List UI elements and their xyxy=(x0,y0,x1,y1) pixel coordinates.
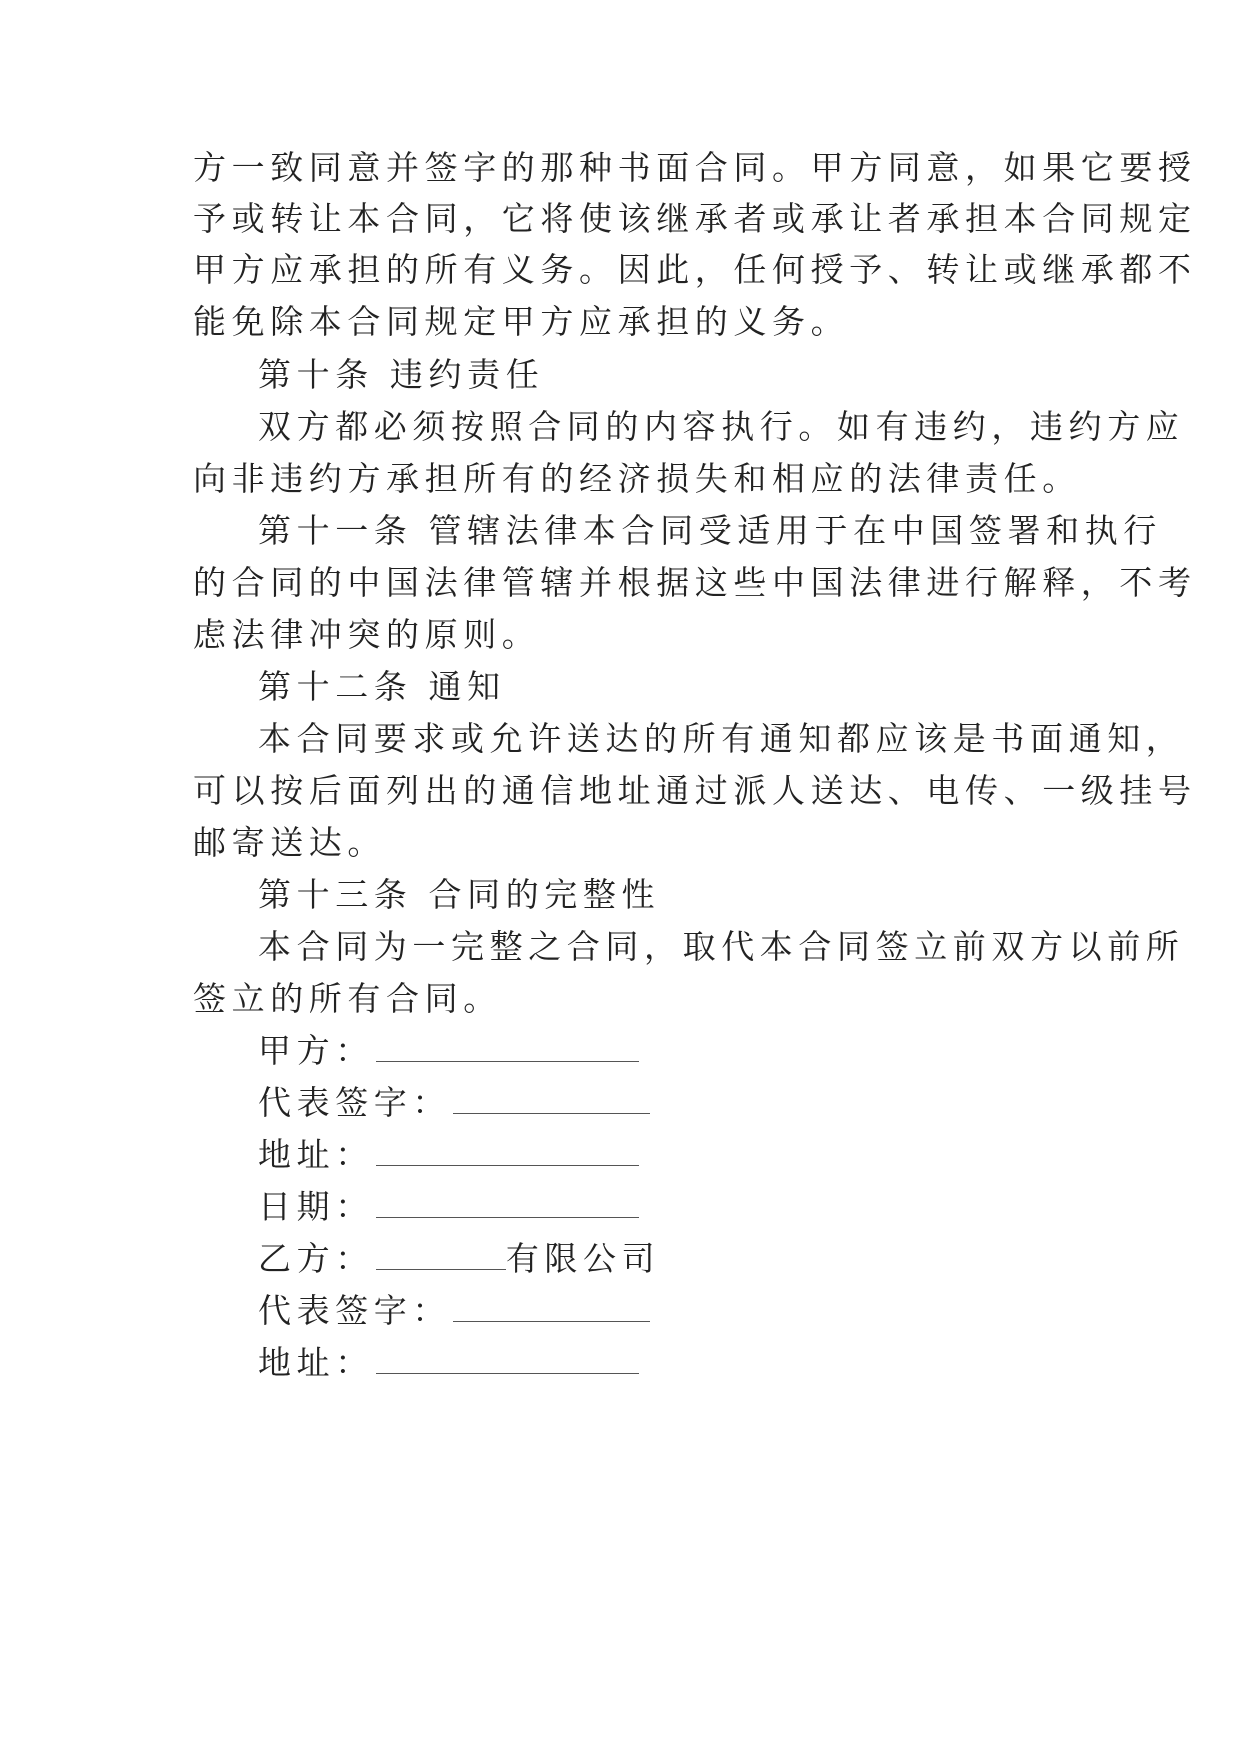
party-b-address-blank[interactable] xyxy=(376,1345,639,1374)
article-11-heading: 第十一条 管辖法律本合同受适用于在中国签署和执行 xyxy=(258,511,1162,550)
party-b-row xyxy=(258,1239,1138,1279)
party-a-date-row xyxy=(258,1187,1138,1227)
party-a-signature-row xyxy=(258,1083,1138,1123)
party-b-address-label: 地址： xyxy=(258,1343,374,1382)
paragraph-line: 双方都必须按照合同的内容执行。如有违约，违约方应 xyxy=(258,407,1185,446)
article-13-heading: 第十三条 合同的完整性 xyxy=(258,875,661,914)
party-b-address-row xyxy=(258,1343,1138,1383)
party-b-label: 乙方： xyxy=(258,1239,374,1278)
paragraph-line: 予或转让本合同，它将使该继承者或承让者承担本合同规定 xyxy=(193,199,1197,238)
party-a-signature-blank[interactable] xyxy=(453,1085,650,1114)
party-b-blank[interactable] xyxy=(376,1241,506,1270)
paragraph-line: 虑法律冲突的原则。 xyxy=(193,615,541,654)
article-10-heading: 第十条 违约责任 xyxy=(258,355,545,394)
party-a-date-label: 日期： xyxy=(258,1187,374,1226)
party-a-address-row xyxy=(258,1135,1138,1175)
party-a-label: 甲方： xyxy=(258,1031,374,1070)
paragraph-line: 向非违约方承担所有的经济损失和相应的法律责任。 xyxy=(193,459,1081,498)
party-a-address-blank[interactable] xyxy=(376,1137,639,1166)
paragraph-line: 可以按后面列出的通信地址通过派人送达、电传、一级挂号 xyxy=(193,771,1197,810)
paragraph-line: 邮寄送达。 xyxy=(193,823,386,862)
paragraph-line: 的合同的中国法律管辖并根据这些中国法律进行解释，不考 xyxy=(193,563,1197,602)
paragraph-line: 本合同要求或允许送达的所有通知都应该是书面通知， xyxy=(258,719,1185,758)
article-12-heading: 第十二条 通知 xyxy=(258,667,506,706)
party-a-address-label: 地址： xyxy=(258,1135,374,1174)
party-b-suffix: 有限公司 xyxy=(505,1239,661,1278)
paragraph-line: 甲方应承担的所有义务。因此，任何授予、转让或继承都不 xyxy=(193,250,1197,289)
paragraph-line: 方一致同意并签字的那种书面合同。甲方同意，如果它要授 xyxy=(193,148,1197,187)
paragraph-line: 签立的所有合同。 xyxy=(193,979,502,1018)
party-a-blank[interactable] xyxy=(376,1033,639,1062)
party-a-row xyxy=(258,1031,1138,1071)
party-b-signature-row xyxy=(258,1291,1138,1331)
party-a-date-blank[interactable] xyxy=(376,1189,639,1218)
party-a-signature-label: 代表签字： xyxy=(258,1083,451,1122)
paragraph-line: 本合同为一完整之合同，取代本合同签立前双方以前所 xyxy=(258,927,1185,966)
paragraph-line: 能免除本合同规定甲方应承担的义务。 xyxy=(193,302,850,341)
party-b-signature-label: 代表签字： xyxy=(258,1291,451,1330)
party-b-signature-blank[interactable] xyxy=(453,1293,650,1322)
